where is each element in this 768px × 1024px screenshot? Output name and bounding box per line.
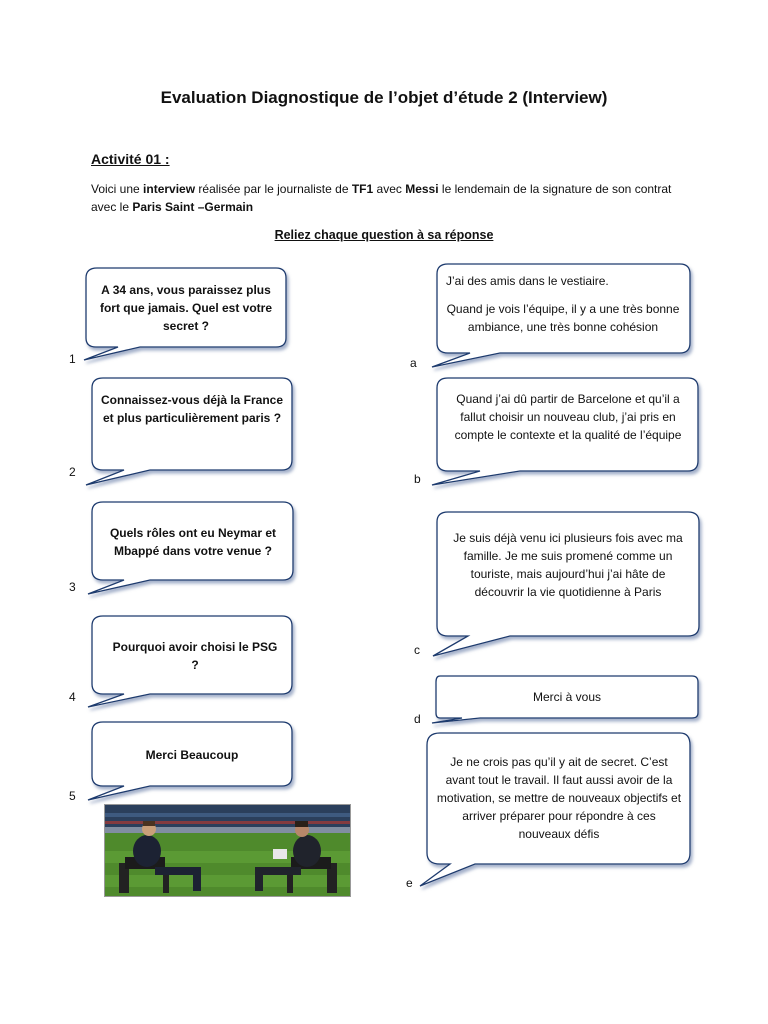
answer-a-line2: Quand je vois l’équipe, il y a une très bonne ambiance, une très bonne cohésion [446,302,680,334]
answer-letter-c: c [414,643,420,657]
question-number-5: 5 [69,789,76,803]
question-5-text: Merci Beaucoup [145,748,239,762]
answer-letter-d: d [414,712,421,726]
answer-letter-e: e [406,876,413,890]
question-3-text: Quels rôles ont eu Neymar et Mbappé dans votre venue ? [109,526,277,558]
page-title: Evaluation Diagnostique de l’objet d’étude 2 (Interview) [160,88,608,107]
answer-letter-b: b [414,472,421,486]
answer-d-text: Merci à vous [532,690,602,704]
question-number-1: 1 [69,352,76,366]
answer-c-text: Je suis déjà venu ici plusieurs fois avec ma famille. Je me suis promené comme un touriste, mais aujourd’hui j’ai hâte de découvrir la vie quotidienne à Paris [453,531,683,599]
answer-b-text: Quand j’ai dû partir de Barcelone et qu’il a fallut choisir un nouveau club, j’ai pris en compte le contexte et la qualité de l’équipe [454,392,682,442]
question-number-4: 4 [69,690,76,704]
interview-photo [104,804,351,897]
question-2-text: Connaissez-vous déjà la France et plus particulièrement paris ? [100,393,284,425]
answer-letter-a: a [410,356,417,370]
answer-a-text [446,272,680,346]
question-1-text: A 34 ans, vous paraissez plus fort que jamais. Quel est votre secret ? [99,283,273,333]
question-number-2: 2 [69,465,76,479]
intro-paragraph: Voici une interview réalisée par le journaliste de TF1 avec Messi le lendemain de la signature de son contrat avec le Paris Saint –Germain [91,182,672,214]
question-number-3: 3 [69,580,76,594]
answer-e-text: Je ne crois pas qu’il y ait de secret. C’est avant tout le travail. Il faut aussi avoir de la motivation, se mettre de nouveaux objectifs et arriver préparer pour répondre à ces nouveaux défis [436,755,682,841]
instruction: Reliez chaque question à sa réponse [274,228,494,242]
answer-a-line1: J’ai des amis dans le vestiaire. [446,274,609,288]
activity-label: Activité 01 : [91,151,170,167]
question-4-text: Pourquoi avoir choisi le PSG ? [112,640,278,672]
